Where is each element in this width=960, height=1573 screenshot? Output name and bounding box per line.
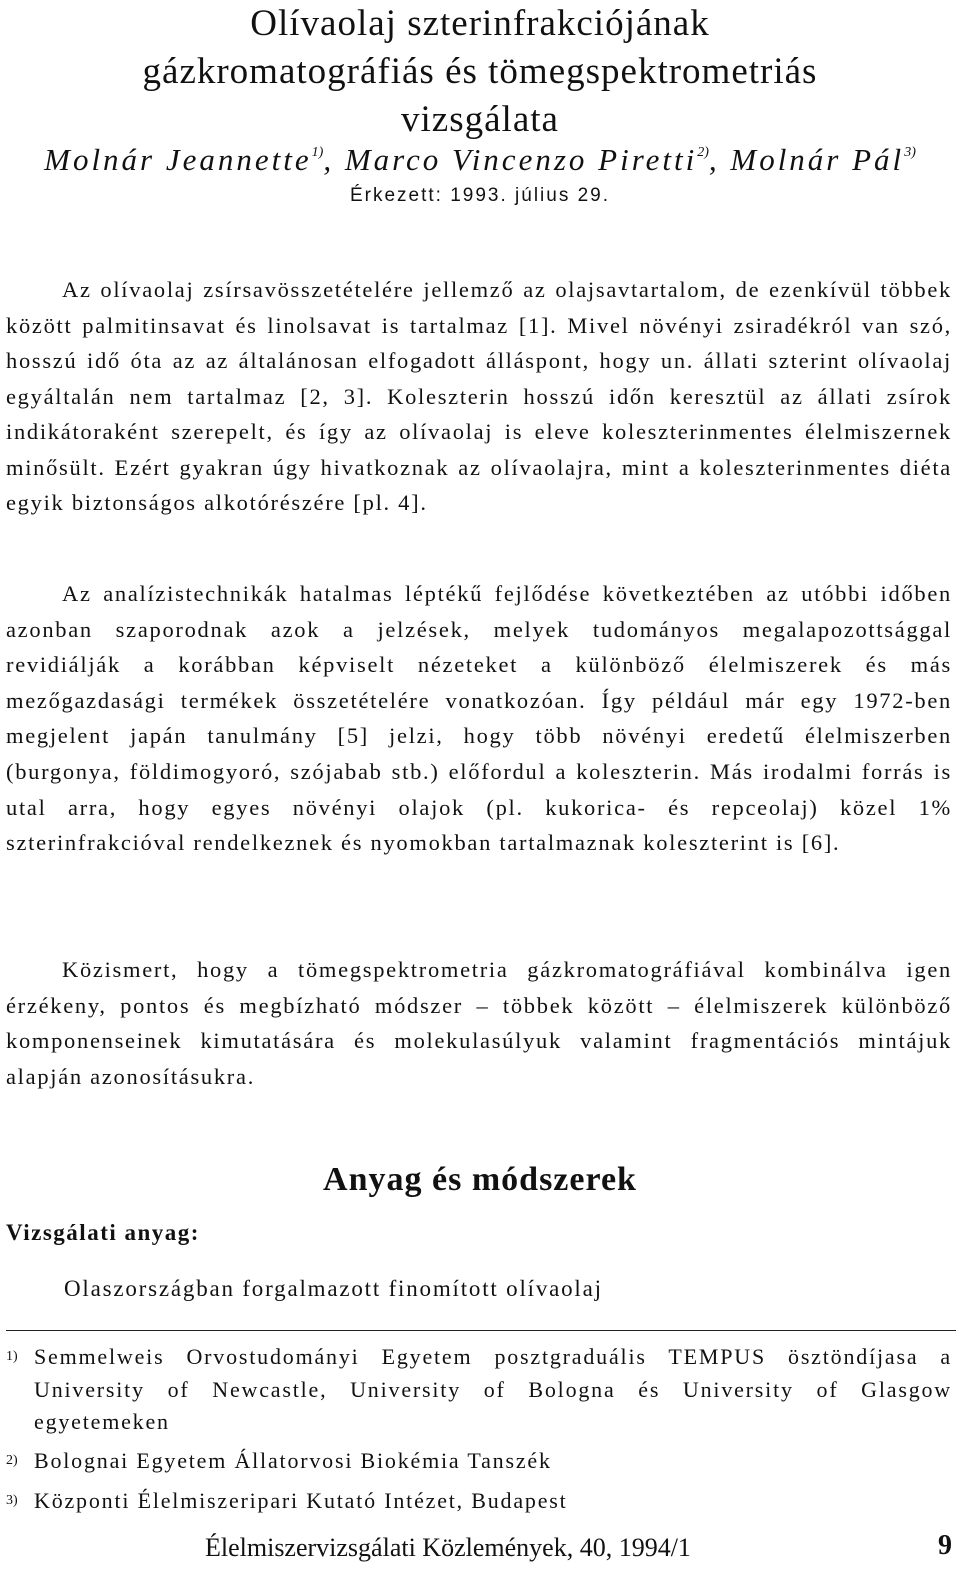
author-separator: ,	[323, 142, 345, 177]
author-3: Molnár Pál	[730, 142, 905, 177]
body-paragraph-1	[6, 272, 952, 521]
section-heading: Anyag és módszerek	[323, 1161, 637, 1198]
article-title	[0, 0, 960, 144]
footnote-mark: 2)	[6, 1453, 18, 1468]
footnote-divider	[6, 1330, 956, 1331]
author-1: Molnár Jeannette	[44, 142, 312, 177]
body-paragraph-3	[6, 952, 952, 1094]
author-2-affiliation-mark: 2)	[697, 145, 709, 160]
subheading: Vizsgálati anyag:	[6, 1220, 200, 1245]
author-3-affiliation-mark: 3)	[904, 145, 916, 160]
footnote-text: Semmelweis Orvostudományi Egyetem posztgraduális TEMPUS ösztöndíjasa a University of Newcastle, University of Bologna és University of Glasgow egyetemeken	[34, 1344, 952, 1434]
footnote-text: Bolognai Egyetem Állatorvosi Biokémia Tanszék	[34, 1448, 552, 1473]
footnote-1	[6, 1341, 952, 1439]
footnote-3	[6, 1485, 952, 1518]
title-line-1: Olívaolaj szterinfrakciójának	[250, 3, 710, 44]
footnote-2	[6, 1445, 952, 1478]
author-2: Marco Vincenzo Piretti	[344, 142, 698, 177]
footnote-text: Központi Élelmiszeripari Kutató Intézet, Budapest	[34, 1488, 568, 1513]
title-line-3: vizsgálata	[401, 99, 559, 140]
received-date: Érkezett: 1993. július 29.	[349, 185, 611, 206]
body-paragraph-2	[6, 576, 952, 861]
paragraph-text: Az olívaolaj zsírsavösszetételére jellemző az olajsavtartalom, de ezenkívül többek között palmitinsavat és linolsavat is tartalmaz [1]. Mivel növényi zsiradékról van szó, hosszú idő óta az az általánosan elfogadott álláspont, hogy un. állati szterint olívaolaj egyáltalán nem tartalmaz [2, 3]. Koleszterin hosszú időn keresztül az állati zsírok indikátoraként szerepelt, és így az olívaolaj is eleve koleszterinmentes élelmiszernek minősült. Ezért gyakran úgy hivatkoznak az olívaolajra, mint a koleszterinmentes diéta egyik biztonságos alkotórészére [pl. 4].	[6, 277, 952, 515]
author-separator: ,	[708, 142, 731, 177]
footnote-mark: 1)	[6, 1349, 18, 1364]
author-list	[0, 142, 960, 178]
footnote-mark: 3)	[6, 1493, 18, 1508]
paragraph-text: Közismert, hogy a tömegspektrometria gázkromatográfiával kombinálva igen érzékeny, pontos és megbízható módszer – többek között – élelmiszerek különböző komponenseinek kimutatására és molekulasúlyuk valamint fragmentációs mintájuk alapján azonosításukra.	[6, 957, 952, 1089]
paragraph-text: Az analízistechnikák hatalmas léptékű fejlődése következtében az utóbbi időben azonban szaporodnak azok a jelzések, melyek tudományos megalapozottsággal revidiálják a korábban képviselt nézeteket a különböző élelmiszerek és más mezőgazdasági termékek összetételére vonatkozóan. Így például már egy 1972-ben megjelent japán tanulmány [5] jelzi, hogy több növényi eredetű élelmiszerben (burgonya, földimogyoró, szójabab stb.) előfordul a koleszterin. Más irodalmi forrás is utal arra, hogy egyes növényi olajok (pl. kukorica- és repceolaj) közel 1% szterinfrakcióval rendelkeznek és nyomokban tartalmaznak koleszterint is [6].	[6, 581, 952, 856]
author-1-affiliation-mark: 1)	[311, 145, 324, 160]
page-number: 9	[938, 1530, 952, 1561]
material-description: Olaszországban forgalmazott finomított olívaolaj	[64, 1276, 603, 1301]
title-line-2: gázkromatográfiás és tömegspektrometriás	[142, 51, 818, 92]
journal-footer: Élelmiszervizsgálati Közlemények, 40, 1994/1	[205, 1533, 691, 1562]
